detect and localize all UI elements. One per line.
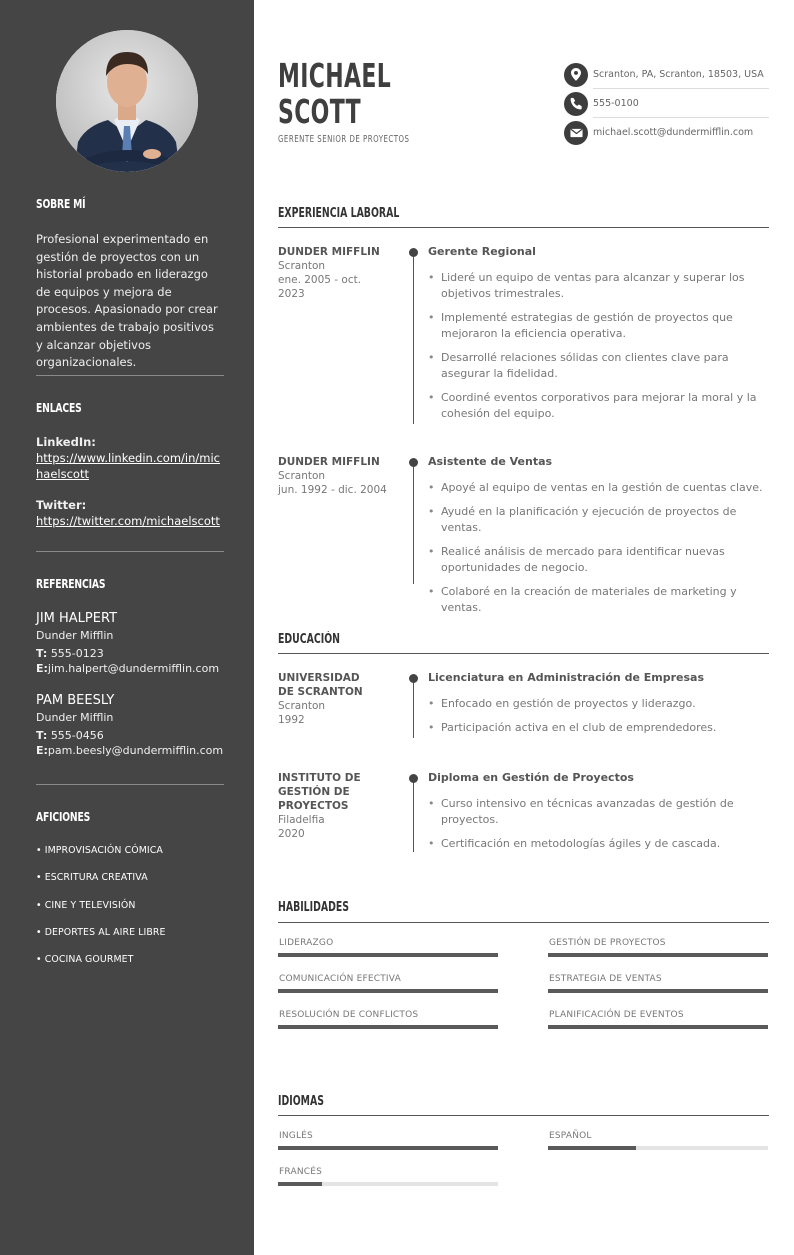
- company-location: Scranton: [278, 260, 326, 272]
- language-label: INGLÉS: [279, 1131, 313, 1141]
- skill-item: [278, 938, 498, 957]
- phone-icon: [564, 92, 588, 116]
- skill-label: ESTRATEGIA DE VENTAS: [549, 974, 662, 984]
- twitter-url[interactable]: https://twitter.com/michaelscott: [36, 514, 220, 528]
- skill-label: RESOLUCIÓN DE CONFLICTOS: [279, 1010, 419, 1020]
- skill-bar: [548, 1025, 768, 1029]
- reference-email: jim.halpert@dundermifflin.com: [47, 662, 220, 675]
- hobbies-heading: AFICIONES: [36, 809, 91, 824]
- company-name: DUNDER MIFFLIN: [278, 246, 380, 258]
- sidebar-divider: [36, 784, 224, 785]
- skill-label: GESTIÓN DE PROYECTOS: [549, 938, 666, 948]
- contact-address: [564, 60, 769, 89]
- skill-bar-fill: [548, 989, 768, 993]
- list-item: • Curso intensivo en técnicas avanzadas de gestión de proyectos.: [428, 796, 766, 828]
- experience-bullets: [428, 270, 766, 430]
- list-item: • Colaboré en la creación de materiales de marketing y ventas.: [428, 584, 766, 616]
- hobby-item: • ESCRITURA CREATIVA: [36, 872, 148, 883]
- section-divider: [278, 1115, 769, 1116]
- reference-email: pam.beesly@dundermifflin.com: [47, 744, 224, 757]
- language-bar: [278, 1146, 498, 1150]
- language-bar: [278, 1182, 498, 1186]
- position-title: Asistente de Ventas: [428, 455, 553, 468]
- institution-name: INSTITUTO DE GESTIÓN DE PROYECTOS: [278, 772, 361, 812]
- skill-bar: [548, 953, 768, 957]
- hobby-item: • IMPROVISACIÓN CÓMICA: [36, 845, 163, 856]
- reference-item: [36, 692, 224, 758]
- skill-bar-fill: [278, 989, 498, 993]
- skill-bar: [548, 989, 768, 993]
- address-text: Scranton, PA, Scranton, 18503, USA: [593, 69, 764, 80]
- section-divider: [278, 227, 769, 228]
- skill-bar: [278, 989, 498, 993]
- timeline-dot: [409, 458, 418, 467]
- language-bar-fill: [278, 1182, 322, 1186]
- skill-bar-fill: [548, 953, 768, 957]
- section-divider: [278, 922, 769, 923]
- language-item: [278, 1131, 498, 1150]
- contact-email: [564, 118, 769, 147]
- skill-bar-fill: [278, 953, 498, 957]
- candidate-name: [278, 58, 391, 130]
- sidebar-divider: [36, 375, 224, 376]
- email-label: E:: [36, 744, 48, 757]
- reference-name: PAM BEESLY: [36, 693, 115, 708]
- skill-label: LIDERAZGO: [279, 938, 334, 948]
- experience-bullets: [428, 480, 766, 624]
- education-meta: [278, 771, 378, 841]
- section-divider: [278, 653, 769, 654]
- languages-heading: IDIOMAS: [278, 1094, 324, 1109]
- timeline-line: [413, 678, 414, 738]
- date-range: ene. 2005 - oct. 2023: [278, 274, 362, 300]
- reference-company: Dunder Mifflin: [36, 711, 114, 724]
- phone-label: T:: [36, 647, 48, 660]
- reference-company: Dunder Mifflin: [36, 629, 114, 642]
- reference-name: JIM HALPERT: [36, 611, 118, 626]
- position-title: Gerente Regional: [428, 245, 536, 258]
- language-item: [548, 1131, 768, 1150]
- institution-location: Scranton: [278, 700, 326, 712]
- language-bar: [548, 1146, 768, 1150]
- email-text[interactable]: michael.scott@dundermifflin.com: [593, 127, 754, 138]
- experience-heading: EXPERIENCIA LABORAL: [278, 206, 400, 221]
- skill-bar-fill: [548, 1025, 768, 1029]
- list-item: • Certificación en metodologías ágiles y de cascada.: [428, 836, 766, 852]
- reference-phone: 555-0123: [50, 647, 104, 660]
- language-bar-fill: [548, 1146, 636, 1150]
- experience-meta: [278, 245, 388, 301]
- date-range: jun. 1992 - dic. 2004: [278, 484, 387, 496]
- email-label: E:: [36, 662, 48, 675]
- phone-label: T:: [36, 729, 48, 742]
- skill-item: [278, 1010, 498, 1029]
- list-item: • Ayudé en la planificación y ejecución de proyectos de ventas.: [428, 504, 766, 536]
- skill-label: COMUNICACIÓN EFECTIVA: [279, 974, 401, 984]
- profile-photo: [56, 30, 198, 172]
- list-item: • Realicé análisis de mercado para identificar nuevas oportunidades de negocio.: [428, 544, 766, 576]
- language-item: [278, 1167, 498, 1186]
- list-item: • Enfocado en gestión de proyectos y liderazgo.: [428, 696, 766, 712]
- twitter-label: Twitter:: [36, 498, 87, 512]
- skill-bar-fill: [278, 1025, 498, 1029]
- institution-name: UNIVERSIDAD DE SCRANTON: [278, 672, 363, 698]
- timeline-dot: [409, 674, 418, 683]
- skill-item: [548, 974, 768, 993]
- language-label: ESPAÑOL: [549, 1131, 592, 1141]
- timeline-line: [413, 462, 414, 584]
- education-meta: [278, 671, 378, 727]
- job-title: GERENTE SENIOR DE PROYECTOS: [278, 134, 410, 145]
- language-label: FRANCÉS: [279, 1167, 323, 1177]
- link-twitter: [36, 497, 220, 529]
- contact-phone: [564, 89, 769, 118]
- person-portrait: [56, 30, 198, 172]
- last-name: SCOTT: [278, 92, 362, 131]
- education-heading: EDUCACIÓN: [278, 632, 340, 647]
- degree-title: Diploma en Gestión de Proyectos: [428, 771, 634, 784]
- skill-item: [278, 974, 498, 993]
- graduation-year: 1992: [278, 714, 305, 726]
- sidebar: [0, 0, 254, 1255]
- mail-icon: [564, 121, 588, 145]
- skill-bar: [278, 953, 498, 957]
- degree-title: Licenciatura en Administración de Empresas: [428, 671, 704, 684]
- list-item: • Desarrollé relaciones sólidas con clientes clave para asegurar la fidelidad.: [428, 350, 766, 382]
- graduation-year: 2020: [278, 828, 305, 840]
- timeline-dot: [409, 774, 418, 783]
- skills-heading: HABILIDADES: [278, 900, 350, 915]
- company-name: DUNDER MIFFLIN: [278, 456, 380, 468]
- reference-phone: 555-0456: [50, 729, 104, 742]
- location-pin-icon: [564, 63, 588, 87]
- hobby-item: • CINE Y TELEVISIÓN: [36, 900, 136, 911]
- about-text: Profesional experimentado en gestión de proyectos con un historial probado en liderazgo de equipos y mejora de procesos. Apasionado por crear ambientes de trabajo positivos y alcanzar objetivos organizacionales.: [36, 232, 218, 370]
- language-bar-fill: [278, 1146, 498, 1150]
- company-location: Scranton: [278, 470, 326, 482]
- skill-item: [548, 938, 768, 957]
- list-item: • Implementé estrategias de gestión de proyectos que mejoraron la eficiencia operativa.: [428, 310, 766, 342]
- timeline-line: [413, 778, 414, 852]
- list-item: • Lideré un equipo de ventas para alcanzar y superar los objetivos trimestrales.: [428, 270, 766, 302]
- linkedin-label: LinkedIn:: [36, 435, 96, 449]
- education-bullets: [428, 796, 766, 860]
- phone-text: 555-0100: [593, 98, 639, 109]
- list-item: • Coordiné eventos corporativos para mejorar la moral y la cohesión del equipo.: [428, 390, 766, 422]
- institution-location: Filadelfia: [278, 814, 325, 826]
- references-heading: REFERENCIAS: [36, 576, 106, 591]
- skill-item: [548, 1010, 768, 1029]
- links-heading: ENLACES: [36, 400, 82, 415]
- education-bullets: [428, 696, 766, 744]
- timeline-line: [413, 252, 414, 424]
- list-item: • Participación activa en el club de emprendedores.: [428, 720, 766, 736]
- first-name: MICHAEL: [278, 56, 392, 95]
- about-heading: SOBRE MÍ: [36, 196, 86, 211]
- link-linkedin: [36, 434, 220, 482]
- skill-bar: [278, 1025, 498, 1029]
- sidebar-divider: [36, 551, 224, 552]
- timeline-dot: [409, 248, 418, 257]
- hobby-item: • DEPORTES AL AIRE LIBRE: [36, 927, 166, 938]
- hobby-item: • COCINA GOURMET: [36, 954, 134, 965]
- reference-item: [36, 610, 220, 676]
- skill-label: PLANIFICACIÓN DE EVENTOS: [549, 1010, 684, 1020]
- experience-meta: [278, 455, 388, 497]
- linkedin-url[interactable]: https://www.linkedin.com/in/michaelscott: [36, 451, 220, 481]
- list-item: • Apoyé al equipo de ventas en la gestión de cuentas clave.: [428, 480, 766, 496]
